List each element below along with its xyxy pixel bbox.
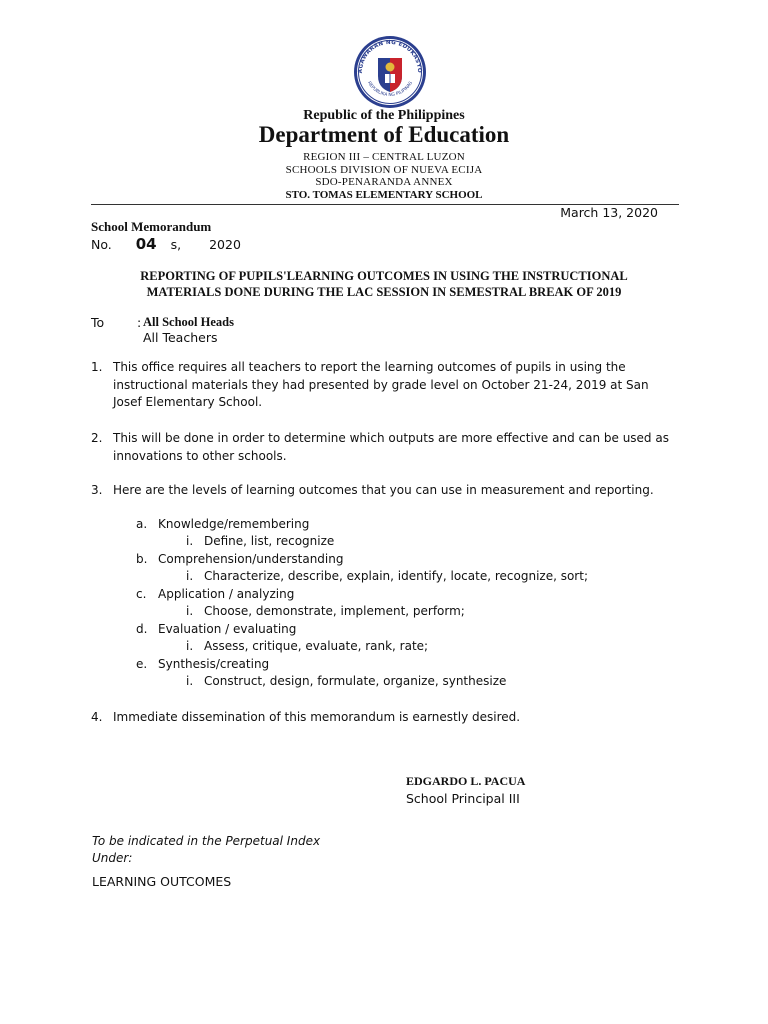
level-label: Evaluation / evaluating [158,622,297,636]
annex-line: SDO-PENARANDA ANNEX [315,176,453,188]
level-label: Application / analyzing [158,587,295,601]
svg-text:KAGAWARAN NG EDUKASYON: AGAWARAN NG EDUKASYO [357,39,423,74]
memo-date: March 13, 2020 [560,205,658,220]
level-label: Comprehension/understanding [158,552,344,566]
memo-number: 04 [135,235,157,253]
level-detail: Assess, critique, evaluate, rank, rate; [204,639,429,653]
paragraph-number: 2. [91,431,103,445]
memo-type-label: School Memorandum [91,219,212,234]
level-letter: d. [136,622,148,636]
level-letter: b. [136,552,148,566]
svg-text:REPUBLIKA NG PILIPINAS: REPUBLIKA NG PILIPINAS [365,80,415,99]
level-detail: Characterize, describe, explain, identify, locate, recognize, sort; [204,569,588,583]
paragraph-body [113,430,673,465]
to-label: To [91,315,105,330]
level-roman: i. [186,569,194,583]
republic-heading: Republic of the Philippines [303,108,465,123]
level-roman: i. [186,674,194,688]
deped-seal-icon [352,34,428,110]
paragraph-body [113,709,673,727]
memo-no-label: No. [91,237,112,252]
level-roman: i. [186,604,194,618]
signatory-title: School Principal III [406,791,520,806]
paragraph-number: 3. [91,483,103,497]
subject-line-1: REPORTING OF PUPILS'LEARNING OUTCOMES IN USING THE INSTRUCTIONAL [140,269,628,283]
recipient-school-heads: All School Heads [143,315,234,329]
memo-number-line [91,235,241,253]
memo-series-label: s, [170,237,182,252]
paragraph-line: This office requires all teachers to report the learning outcomes of pupils in using the [113,360,626,374]
level-letter: a. [136,517,148,531]
level-label: Synthesis/creating [158,657,270,671]
school-name: STO. TOMAS ELEMENTARY SCHOOL [285,189,483,201]
paragraph-line: instructional materials they had presented by grade level on October 21-24, 2019 at San [113,377,649,392]
level-letter: e. [136,657,148,671]
paragraph-body [113,359,673,412]
subject-line-2: MATERIALS DONE DURING THE LAC SESSION IN SEMESTRAL BREAK OF 2019 [146,285,622,299]
to-colon: : [137,315,142,330]
division-line: SCHOOLS DIVISION OF NUEVA ECIJA [285,164,483,176]
department-title: Department of Education [258,122,510,147]
level-detail: Choose, demonstrate, implement, perform; [204,604,465,618]
level-roman: i. [186,534,194,548]
index-subject: LEARNING OUTCOMES [92,874,232,889]
level-detail: Define, list, recognize [204,534,335,548]
paragraph-body [113,482,673,500]
paragraph-line: innovations to other schools. [113,448,287,463]
memo-year: 2020 [209,237,241,252]
paragraph-line: Josef Elementary School. [113,395,263,409]
recipient-teachers: All Teachers [143,330,218,345]
deped-seal [352,34,428,110]
memo-subject [91,268,677,300]
region-line: REGION III – CENTRAL LUZON [303,151,465,163]
paragraph-number: 4. [91,710,103,724]
level-letter: c. [136,587,147,601]
level-detail: Construct, design, formulate, organize, synthesize [204,674,507,688]
paragraph-line: Here are the levels of learning outcomes that you can use in measurement and reporting. [113,483,654,497]
level-label: Knowledge/remembering [158,517,310,531]
index-note: To be indicated in the Perpetual Index [92,834,321,848]
signatory-name: EDGARDO L. PACUA [406,774,526,788]
level-roman: i. [186,639,194,653]
index-under-label: Under: [92,851,133,865]
paragraph-line: This will be done in order to determine which outputs are more effective and can be used as [113,431,669,445]
paragraph-line: Immediate dissemination of this memorandum is earnestly desired. [113,710,521,724]
paragraph-number: 1. [91,360,103,374]
